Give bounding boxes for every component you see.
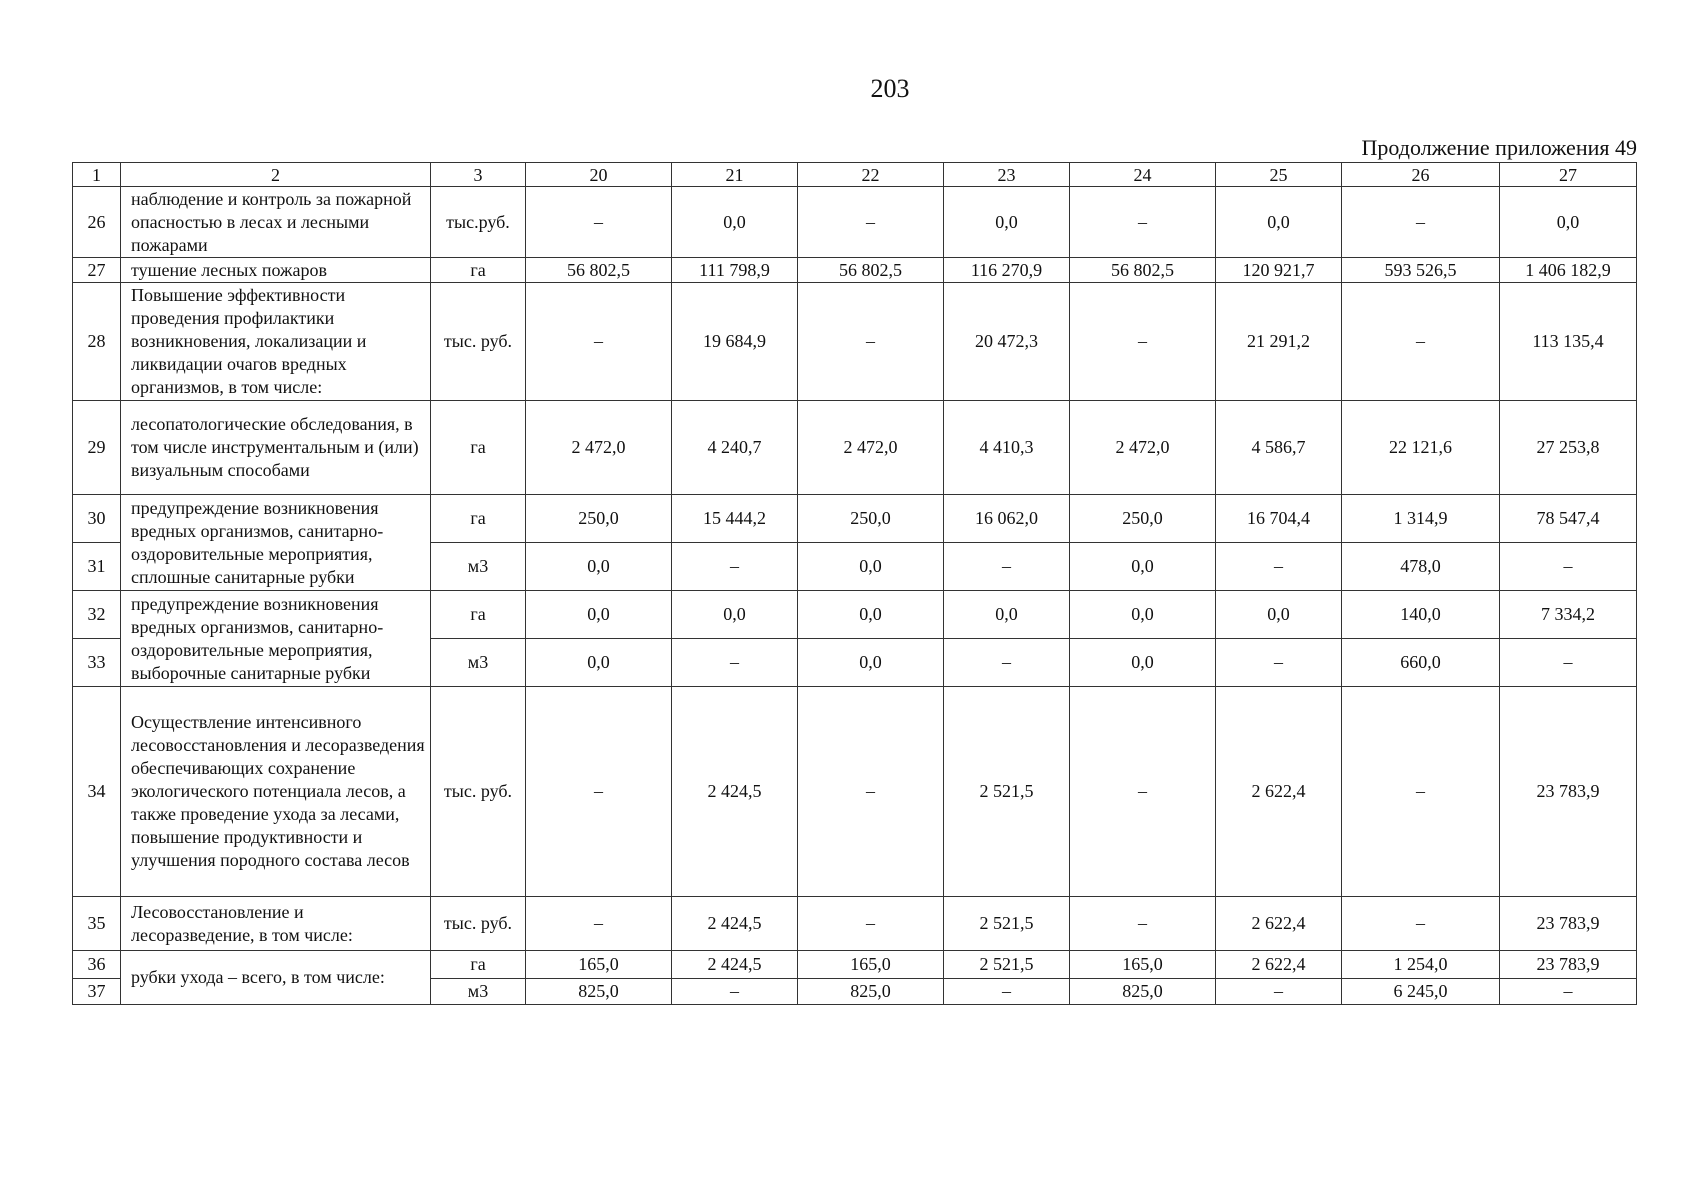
value-cell: 4 586,7 — [1216, 401, 1342, 495]
row-description: Лесовосстановление и лесоразведение, в том числе: — [121, 897, 431, 951]
value-cell: – — [1070, 897, 1216, 951]
row-description: предупреждение возникновения вредных организмов, санитарно-оздоровительные мероприятия, выборочные санитарные рубки — [121, 591, 431, 687]
value-cell: 22 121,6 — [1342, 401, 1500, 495]
row-description: тушение лесных пожаров — [121, 258, 431, 283]
value-cell: 2 622,4 — [1216, 687, 1342, 897]
row-unit: м3 — [431, 543, 526, 591]
row-unit: га — [431, 401, 526, 495]
row-unit: тыс. руб. — [431, 897, 526, 951]
value-cell: 660,0 — [1342, 639, 1500, 687]
value-cell: – — [798, 187, 944, 258]
value-cell: – — [798, 897, 944, 951]
row-number: 33 — [73, 639, 121, 687]
row-number: 37 — [73, 979, 121, 1005]
value-cell: 27 253,8 — [1500, 401, 1637, 495]
value-cell: – — [1216, 979, 1342, 1005]
header-cell: 2 — [121, 163, 431, 187]
value-cell: 165,0 — [798, 951, 944, 979]
value-cell: 250,0 — [1070, 495, 1216, 543]
value-cell: 2 472,0 — [1070, 401, 1216, 495]
row-description: предупреждение возникновения вредных организмов, санитарно-оздоровительные мероприятия, сплошные санитарные рубки — [121, 495, 431, 591]
value-cell: – — [1342, 897, 1500, 951]
value-cell: 6 245,0 — [1342, 979, 1500, 1005]
value-cell: 0,0 — [944, 591, 1070, 639]
value-cell: 116 270,9 — [944, 258, 1070, 283]
value-cell: 19 684,9 — [672, 283, 798, 401]
row-description: наблюдение и контроль за пожарной опасностью в лесах и лесными пожарами — [121, 187, 431, 258]
row-unit: га — [431, 591, 526, 639]
table-row — [73, 897, 1637, 951]
row-number: 35 — [73, 897, 121, 951]
row-number: 32 — [73, 591, 121, 639]
value-cell: 825,0 — [526, 979, 672, 1005]
table-row — [73, 687, 1637, 897]
table-row — [73, 951, 1637, 979]
row-unit: га — [431, 495, 526, 543]
value-cell: 0,0 — [1216, 591, 1342, 639]
table-row — [73, 401, 1637, 495]
value-cell: 165,0 — [526, 951, 672, 979]
value-cell: 593 526,5 — [1342, 258, 1500, 283]
value-cell: 78 547,4 — [1500, 495, 1637, 543]
value-cell: – — [944, 543, 1070, 591]
value-cell: – — [1500, 543, 1637, 591]
value-cell: 2 622,4 — [1216, 951, 1342, 979]
value-cell: – — [1070, 687, 1216, 897]
value-cell: 0,0 — [1070, 591, 1216, 639]
value-cell: – — [672, 543, 798, 591]
value-cell: – — [1070, 283, 1216, 401]
row-unit: га — [431, 951, 526, 979]
value-cell: 56 802,5 — [1070, 258, 1216, 283]
value-cell: 2 622,4 — [1216, 897, 1342, 951]
table-row — [73, 283, 1637, 401]
value-cell: 4 410,3 — [944, 401, 1070, 495]
value-cell: 478,0 — [1342, 543, 1500, 591]
row-description: лесопатологические обследования, в том числе инструментальным и (или) визуальным способами — [121, 401, 431, 495]
row-number: 30 — [73, 495, 121, 543]
value-cell: 16 704,4 — [1216, 495, 1342, 543]
value-cell: 825,0 — [798, 979, 944, 1005]
value-cell: 23 783,9 — [1500, 897, 1637, 951]
row-unit: м3 — [431, 639, 526, 687]
value-cell: 0,0 — [1070, 639, 1216, 687]
value-cell: 2 472,0 — [798, 401, 944, 495]
header-cell: 22 — [798, 163, 944, 187]
value-cell: – — [672, 639, 798, 687]
value-cell: – — [798, 687, 944, 897]
table-row — [73, 591, 1637, 639]
value-cell: 250,0 — [526, 495, 672, 543]
row-description: Повышение эффективности проведения профилактики возникновения, локализации и ликвидации очагов вредных организмов, в том числе: — [121, 283, 431, 401]
value-cell: – — [526, 687, 672, 897]
value-cell: 250,0 — [798, 495, 944, 543]
value-cell: – — [1342, 187, 1500, 258]
row-description: рубки ухода – всего, в том числе: — [121, 951, 431, 1005]
row-number: 36 — [73, 951, 121, 979]
value-cell: 0,0 — [1070, 543, 1216, 591]
row-number: 27 — [73, 258, 121, 283]
value-cell: – — [798, 283, 944, 401]
value-cell: 1 406 182,9 — [1500, 258, 1637, 283]
row-unit: тыс. руб. — [431, 687, 526, 897]
row-unit: тыс. руб. — [431, 283, 526, 401]
value-cell: – — [526, 283, 672, 401]
value-cell: 2 521,5 — [944, 687, 1070, 897]
value-cell: 165,0 — [1070, 951, 1216, 979]
value-cell: 825,0 — [1070, 979, 1216, 1005]
value-cell: – — [1500, 639, 1637, 687]
header-cell: 3 — [431, 163, 526, 187]
value-cell: 56 802,5 — [526, 258, 672, 283]
row-number: 29 — [73, 401, 121, 495]
value-cell: 56 802,5 — [798, 258, 944, 283]
value-cell: 0,0 — [944, 187, 1070, 258]
value-cell: – — [944, 639, 1070, 687]
value-cell: 21 291,2 — [1216, 283, 1342, 401]
row-number: 31 — [73, 543, 121, 591]
value-cell: 140,0 — [1342, 591, 1500, 639]
value-cell: 20 472,3 — [944, 283, 1070, 401]
row-description: Осуществление интенсивного лесовосстановления и лесоразведения обеспечивающих сохранение экологического потенциала лесов, а также проведение ухода за лесами, повышение продуктивности и улучшения породного состава лесов — [121, 687, 431, 897]
value-cell: 15 444,2 — [672, 495, 798, 543]
value-cell: 23 783,9 — [1500, 687, 1637, 897]
value-cell: – — [672, 979, 798, 1005]
value-cell: 0,0 — [526, 543, 672, 591]
value-cell: 0,0 — [1500, 187, 1637, 258]
header-cell: 23 — [944, 163, 1070, 187]
table-row — [73, 187, 1637, 258]
row-number: 26 — [73, 187, 121, 258]
value-cell: 0,0 — [798, 639, 944, 687]
value-cell: – — [1216, 639, 1342, 687]
header-cell: 20 — [526, 163, 672, 187]
value-cell: 113 135,4 — [1500, 283, 1637, 401]
row-number: 28 — [73, 283, 121, 401]
header-cell: 25 — [1216, 163, 1342, 187]
value-cell: 0,0 — [672, 187, 798, 258]
value-cell: 0,0 — [526, 639, 672, 687]
value-cell: – — [1342, 687, 1500, 897]
value-cell: 1 254,0 — [1342, 951, 1500, 979]
value-cell: 16 062,0 — [944, 495, 1070, 543]
table-row — [73, 258, 1637, 283]
continuation-note: Продолжение приложения 49 — [1361, 135, 1637, 160]
data-table — [72, 162, 1637, 1005]
value-cell: – — [944, 979, 1070, 1005]
value-cell: – — [1342, 283, 1500, 401]
page-number: 203 — [870, 74, 910, 103]
table-row — [73, 495, 1637, 543]
value-cell: 23 783,9 — [1500, 951, 1637, 979]
row-unit: тыс.руб. — [431, 187, 526, 258]
value-cell: 4 240,7 — [672, 401, 798, 495]
value-cell: – — [1216, 543, 1342, 591]
value-cell: 2 424,5 — [672, 687, 798, 897]
value-cell: 2 424,5 — [672, 951, 798, 979]
value-cell: 111 798,9 — [672, 258, 798, 283]
value-cell: – — [1070, 187, 1216, 258]
value-cell: 120 921,7 — [1216, 258, 1342, 283]
header-cell: 26 — [1342, 163, 1500, 187]
header-cell: 21 — [672, 163, 798, 187]
value-cell: 2 521,5 — [944, 897, 1070, 951]
value-cell: – — [526, 187, 672, 258]
header-cell: 1 — [73, 163, 121, 187]
value-cell: – — [1500, 979, 1637, 1005]
row-number: 34 — [73, 687, 121, 897]
value-cell: 0,0 — [798, 543, 944, 591]
header-cell: 27 — [1500, 163, 1637, 187]
value-cell: 1 314,9 — [1342, 495, 1500, 543]
header-row — [73, 163, 1637, 187]
value-cell: 7 334,2 — [1500, 591, 1637, 639]
row-unit: га — [431, 258, 526, 283]
row-unit: м3 — [431, 979, 526, 1005]
value-cell: – — [526, 897, 672, 951]
value-cell: 0,0 — [672, 591, 798, 639]
header-cell: 24 — [1070, 163, 1216, 187]
value-cell: 2 424,5 — [672, 897, 798, 951]
value-cell: 0,0 — [798, 591, 944, 639]
value-cell: 0,0 — [1216, 187, 1342, 258]
value-cell: 2 521,5 — [944, 951, 1070, 979]
value-cell: 2 472,0 — [526, 401, 672, 495]
value-cell: 0,0 — [526, 591, 672, 639]
